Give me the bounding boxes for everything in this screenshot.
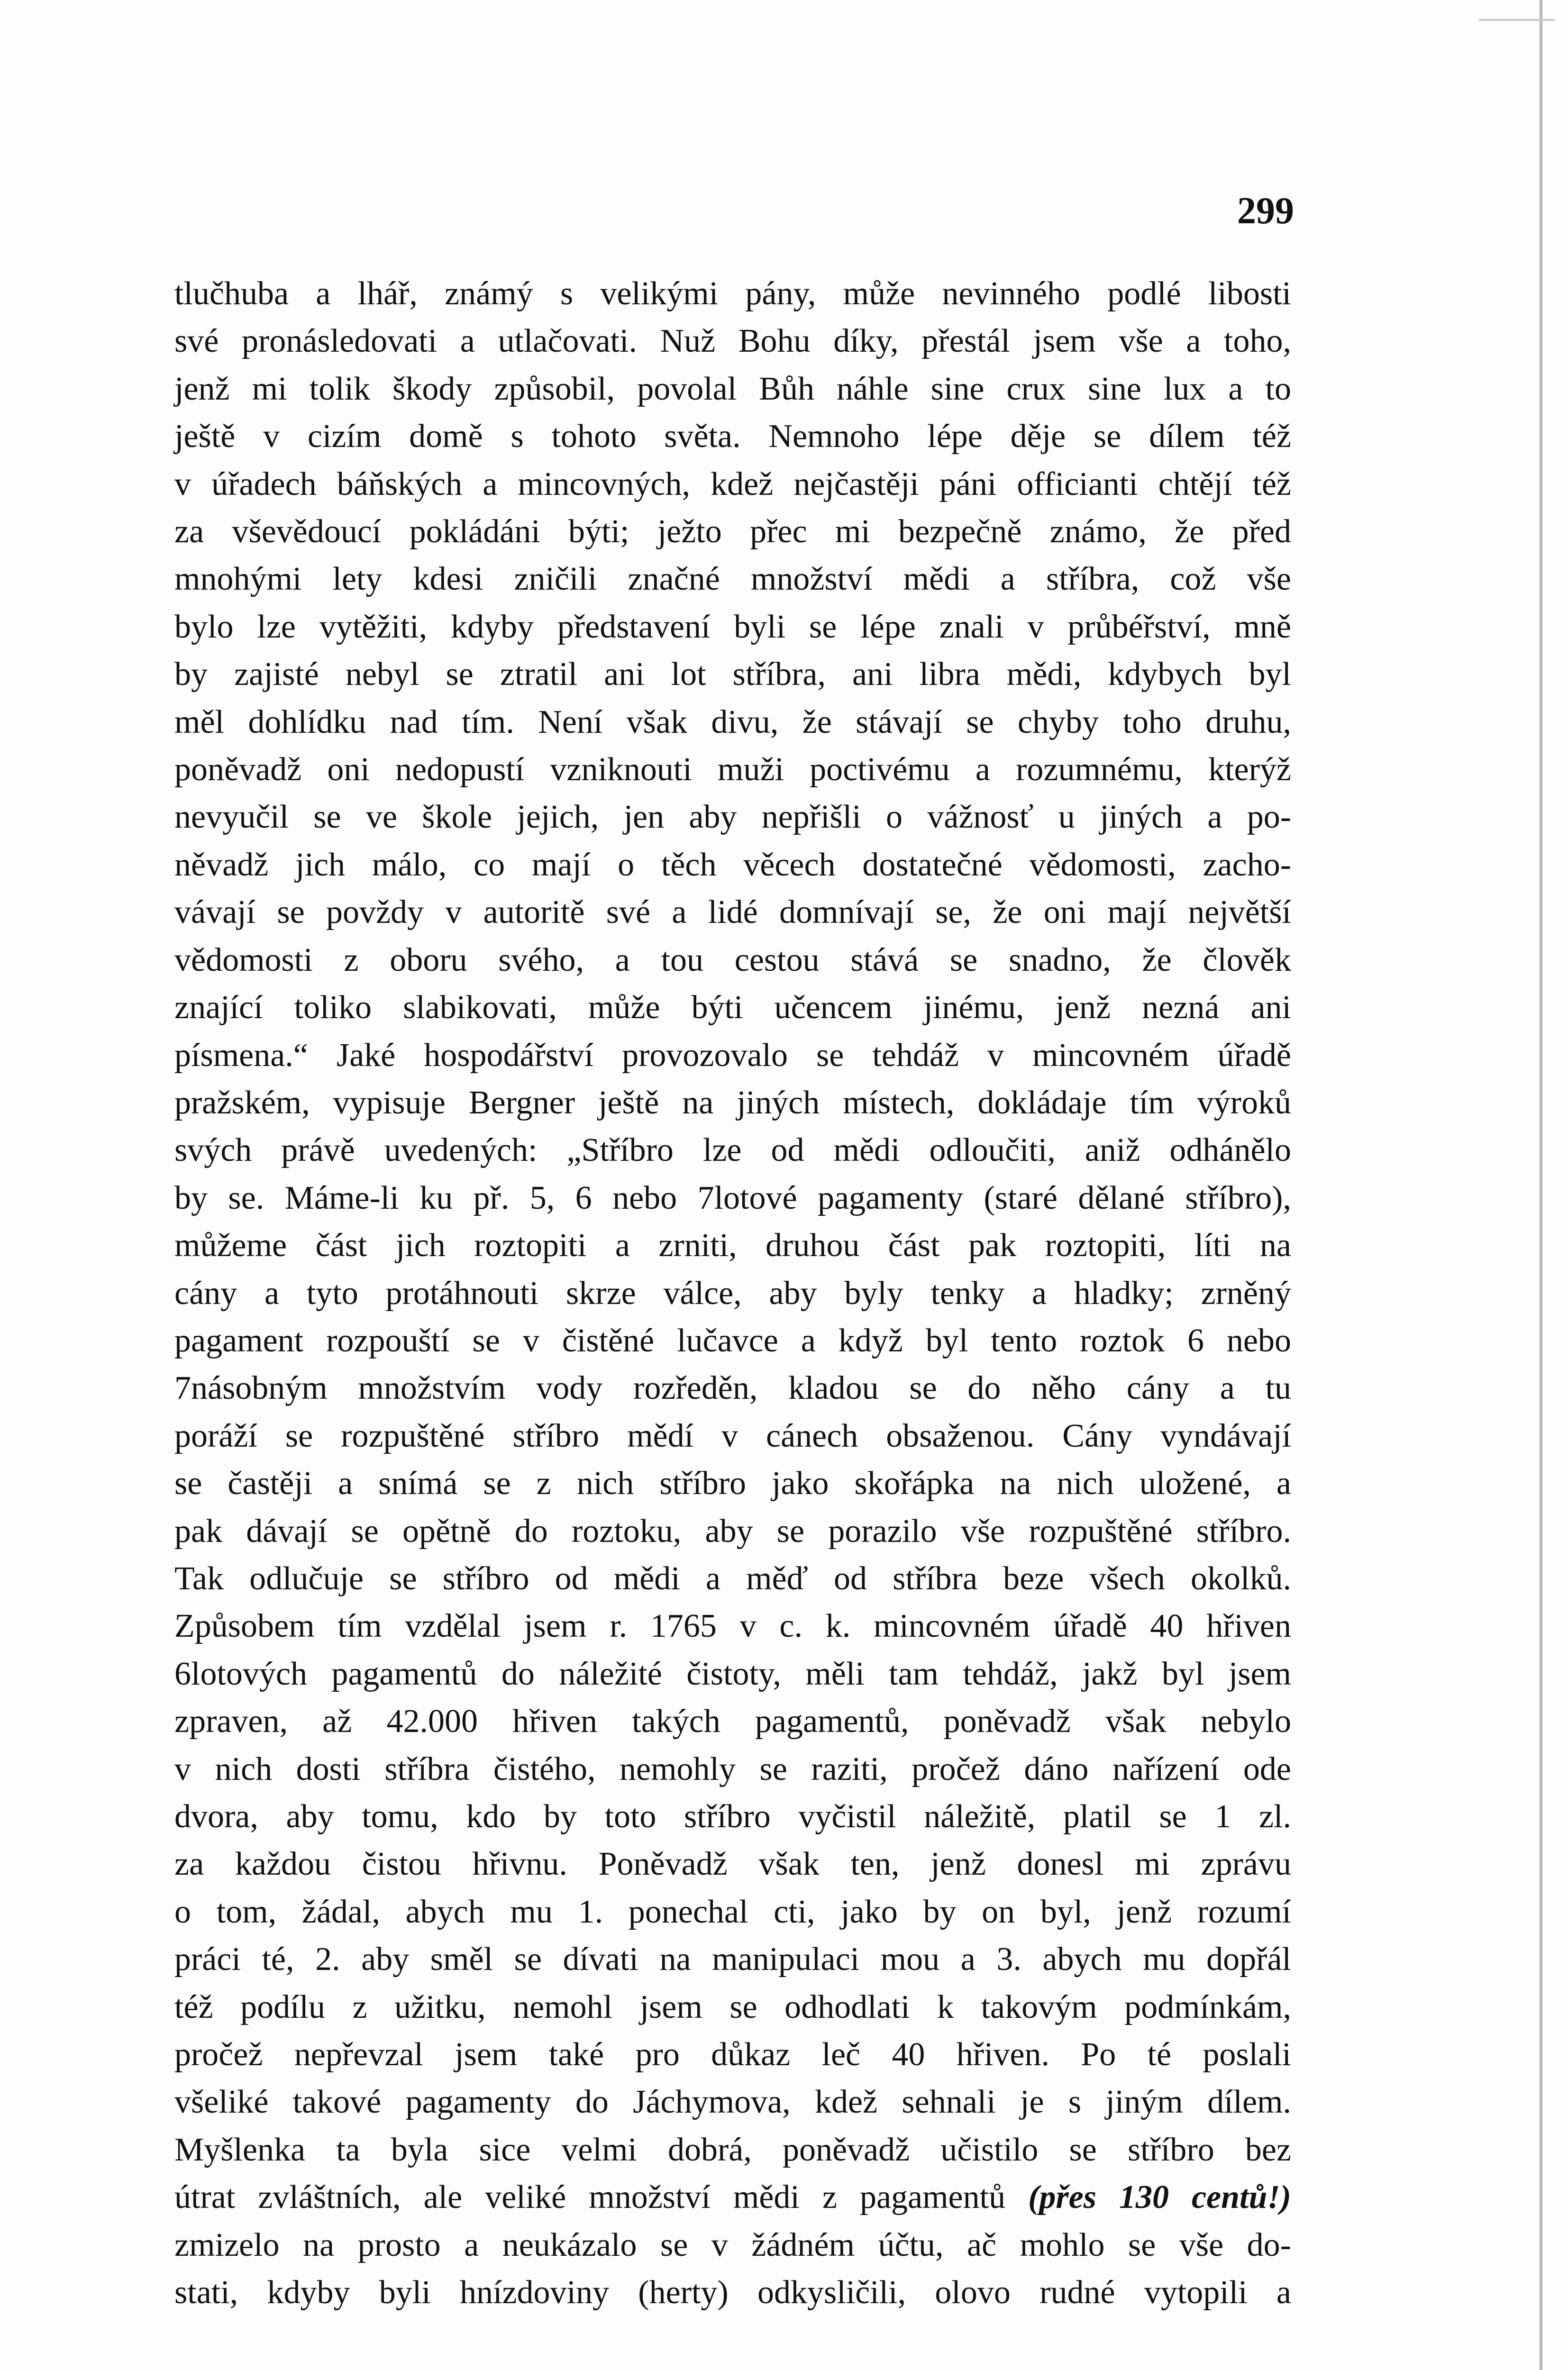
italic-note: (přes 130 centů!) — [1028, 2179, 1291, 2216]
scan-edge — [1540, 0, 1542, 2370]
text-line: by se. Máme-li ku př. 5, 6 nebo 7lotové pagamenty (staré dělané stříbro), — [174, 1179, 1291, 1216]
text-line: v úřadech báňských a mincovných, kdež nejčastěji páni officianti chtějí též — [174, 465, 1291, 502]
text-line: zmizelo na prosto a neukázalo se v žádném účtu, ač mohlo se vše do- — [174, 2226, 1291, 2263]
text-line: v nich dosti stříbra čistého, nemohly se raziti, pročež dáno nařízení ode — [174, 1750, 1291, 1787]
text-line: něvadž jich málo, co mají o těch věcech dostatečné vědomosti, zacho- — [174, 846, 1291, 883]
text-span: útrat zvláštních, ale veliké množství mědi z pagamentů — [174, 2179, 1006, 2216]
text-line: 6lotových pagamentů do náležité čistoty, měli tam tehdáž, jakž byl jsem — [174, 1655, 1291, 1692]
text-line: poráží se rozpuštěné stříbro mědí v cánech obsaženou. Cány vyndávají — [174, 1417, 1291, 1454]
text-line: pražském, vypisuje Bergner ještě na jiných místech, dokládaje tím výroků — [174, 1084, 1291, 1121]
text-line: práci té, 2. aby směl se dívati na manipulaci mou a 3. abych mu dopřál — [174, 1941, 1291, 1978]
text-line: ještě v cizím domě s tohoto světa. Nemnoho lépe děje se dílem též — [174, 418, 1291, 455]
text-line: vědomosti z oboru svého, a tou cestou stává se snadno, že člověk — [174, 941, 1291, 978]
scan-artifact — [1479, 19, 1555, 21]
text-line — [174, 2174, 1291, 2221]
text-line: Myšlenka ta byla sice velmi dobrá, poněvadž učistilo se stříbro bez — [174, 2131, 1291, 2168]
text-line: pročež nepřevzal jsem také pro důkaz leč 40 hřiven. Po té poslali — [174, 2036, 1291, 2073]
text-line: nevyučil se ve škole jejich, jen aby nepřišli o vážnosť u jiných a po- — [174, 799, 1291, 836]
text-line: by zajisté nebyl se ztratil ani lot stříbra, ani libra mědi, kdybych byl — [174, 656, 1291, 693]
text-line: měl dohlídku nad tím. Není však divu, že stávají se chyby toho druhu, — [174, 703, 1291, 740]
text-line: své pronásledovati a utlačovati. Nuž Bohu díky, přestál jsem vše a toho, — [174, 323, 1291, 360]
text-line: tlučhuba a lhář, známý s velikými pány, může nevinného podlé libosti — [174, 275, 1291, 312]
text-line: jenž mi tolik škody způsobil, povolal Bůh náhle sine crux sine lux a to — [174, 370, 1291, 407]
text-line: znající toliko slabikovati, může býti učencem jinému, jenž nezná ani — [174, 989, 1291, 1026]
text-line: poněvadž oni nedopustí vzniknouti muži poctivému a rozumnému, kterýž — [174, 751, 1291, 788]
text-line: mnohými lety kdesi zničili značné množství mědi a stříbra, což vše — [174, 561, 1291, 598]
body-text — [174, 270, 1291, 2316]
text-line: dvora, aby tomu, kdo by toto stříbro vyčistil náležitě, platil se 1 zl. — [174, 1798, 1291, 1835]
text-line: Způsobem tím vzdělal jsem r. 1765 v c. k. mincovném úřadě 40 hřiven — [174, 1608, 1291, 1645]
text-line: se častěji a snímá se z nich stříbro jako skořápka na nich uložené, a — [174, 1465, 1291, 1502]
page-number: 299 — [1237, 190, 1294, 232]
text-line: všeliké takové pagamenty do Jáchymova, kdež sehnali je s jiným dílem. — [174, 2084, 1291, 2121]
text-line: můžeme část jich roztopiti a zrniti, druhou část pak roztopiti, líti na — [174, 1227, 1291, 1264]
text-line: pagament rozpouští se v čistěné lučavce a když byl tento roztok 6 nebo — [174, 1322, 1291, 1359]
text-line: vávají se povždy v autoritě své a lidé domnívají se, že oni mají největší — [174, 894, 1291, 931]
text-line: cány a tyto protáhnouti skrze válce, aby byly tenky a hladky; zrněný — [174, 1275, 1291, 1312]
text-line: též podílu z užitku, nemohl jsem se odhodlati k takovým podmínkám, — [174, 1988, 1291, 2025]
text-line: za vševědoucí pokládáni býti; ježto přec mi bezpečně známo, že před — [174, 513, 1291, 550]
text-line: svých právě uvedených: „Stříbro lze od mědi odloučiti, aniž odhánělo — [174, 1132, 1291, 1169]
text-line: za každou čistou hřivnu. Poněvadž však ten, jenž donesl mi zprávu — [174, 1846, 1291, 1883]
text-line: 7násobným množstvím vody rozředěn, kladou se do něho cány a tu — [174, 1370, 1291, 1407]
text-line: zpraven, až 42.000 hřiven takých pagamentů, poněvadž však nebylo — [174, 1703, 1291, 1740]
text-line: bylo lze vytěžiti, kdyby představení byli se lépe znali v průbéřství, mně — [174, 608, 1291, 645]
text-line: stati, kdyby byli hnízdoviny (herty) odkysličili, olovo rudné vytopili a — [174, 2274, 1291, 2311]
text-line: Tak odlučuje se stříbro od mědi a měď od stříbra beze všech okolků. — [174, 1560, 1291, 1597]
text-line: písmena.“ Jaké hospodářství provozovalo se tehdáž v mincovném úřadě — [174, 1037, 1291, 1074]
text-line: pak dávají se opětně do roztoku, aby se porazilo vše rozpuštěné stříbro. — [174, 1513, 1291, 1550]
text-line: o tom, žádal, abych mu 1. ponechal cti, jako by on byl, jenž rozumí — [174, 1893, 1291, 1930]
